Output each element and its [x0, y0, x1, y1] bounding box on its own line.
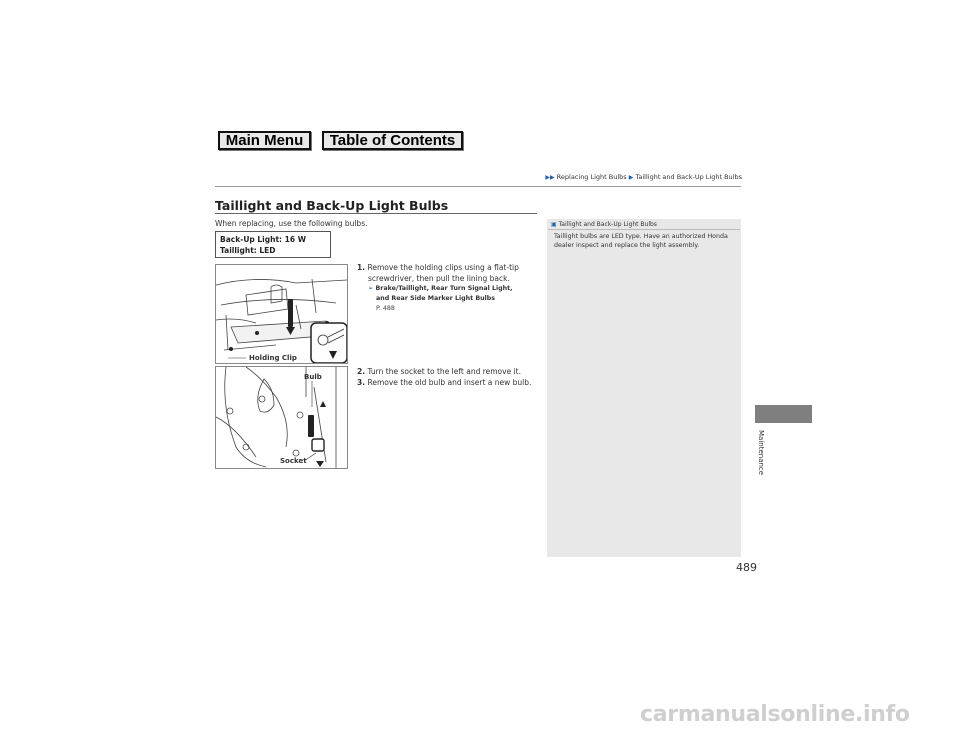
title-divider: [215, 213, 537, 214]
header-divider: [215, 186, 741, 187]
breadcrumb: [545, 173, 742, 181]
steps-2-3: [357, 367, 542, 388]
note-panel: [547, 219, 741, 557]
step-1: [357, 263, 537, 314]
reference-title-line2: and Rear Side Marker Light Bulbs: [376, 295, 496, 302]
socket-label: Socket: [280, 457, 307, 465]
intro-text: When replacing, use the following bulbs.: [215, 219, 368, 228]
page-number: 489: [736, 561, 757, 574]
step-text-cont: screwdriver, then pull the lining back.: [368, 273, 510, 283]
note-heading-text: Taillight and Back-Up Light Bulbs: [558, 221, 657, 228]
holding-clip-illustration: [215, 264, 348, 364]
watermark: carmanualsonline.info: [640, 702, 910, 727]
bulb-spec-box: [215, 231, 331, 258]
bulb-label: Bulb: [304, 373, 322, 381]
reference-page[interactable]: P. 488: [376, 305, 395, 312]
section-title: Taillight and Back-Up Light Bulbs: [215, 198, 449, 213]
step-text: Turn the socket to the left and remove it.: [367, 367, 521, 376]
taillight-spec: Taillight: LED: [220, 246, 276, 255]
note-body: Taillight bulbs are LED type. Have an authorized Honda dealer inspect and replace the light assembly.: [554, 233, 728, 249]
note-marker-icon: ▣: [551, 221, 557, 228]
step-number: 3.: [357, 377, 366, 387]
breadcrumb-arrow-icon: ▶▶: [545, 174, 555, 181]
step-3: [357, 378, 542, 389]
cross-reference[interactable]: [357, 284, 537, 314]
holding-clip-label: Holding Clip: [249, 354, 297, 362]
table-of-contents-button[interactable]: Table of Contents: [322, 131, 463, 150]
reference-arrow-icon: ➢: [368, 285, 374, 292]
breadcrumb-item-replacing-light-bulbs[interactable]: Replacing Light Bulbs: [556, 173, 627, 181]
reference-title-line1: Brake/Taillight, Rear Turn Signal Light,: [375, 285, 513, 292]
section-tab[interactable]: [755, 405, 812, 423]
breadcrumb-item-taillight[interactable]: Taillight and Back-Up Light Bulbs: [635, 173, 742, 181]
step-text: Remove the holding clips using a flat-tip: [367, 263, 519, 272]
note-divider: [548, 229, 740, 230]
main-menu-button[interactable]: Main Menu: [218, 131, 311, 150]
socket-bulb-illustration: [215, 366, 348, 469]
note-heading: [551, 221, 657, 228]
section-tab-label: Maintenance: [757, 430, 765, 476]
step-number: 2.: [357, 367, 366, 376]
backup-light-spec: Back-Up Light: 16 W: [220, 235, 306, 244]
step-text: Remove the old bulb and insert a new bulb.: [367, 377, 532, 387]
breadcrumb-arrow-icon: ▶: [628, 174, 634, 181]
step-number: 1.: [357, 263, 366, 272]
step-2: [357, 367, 542, 378]
